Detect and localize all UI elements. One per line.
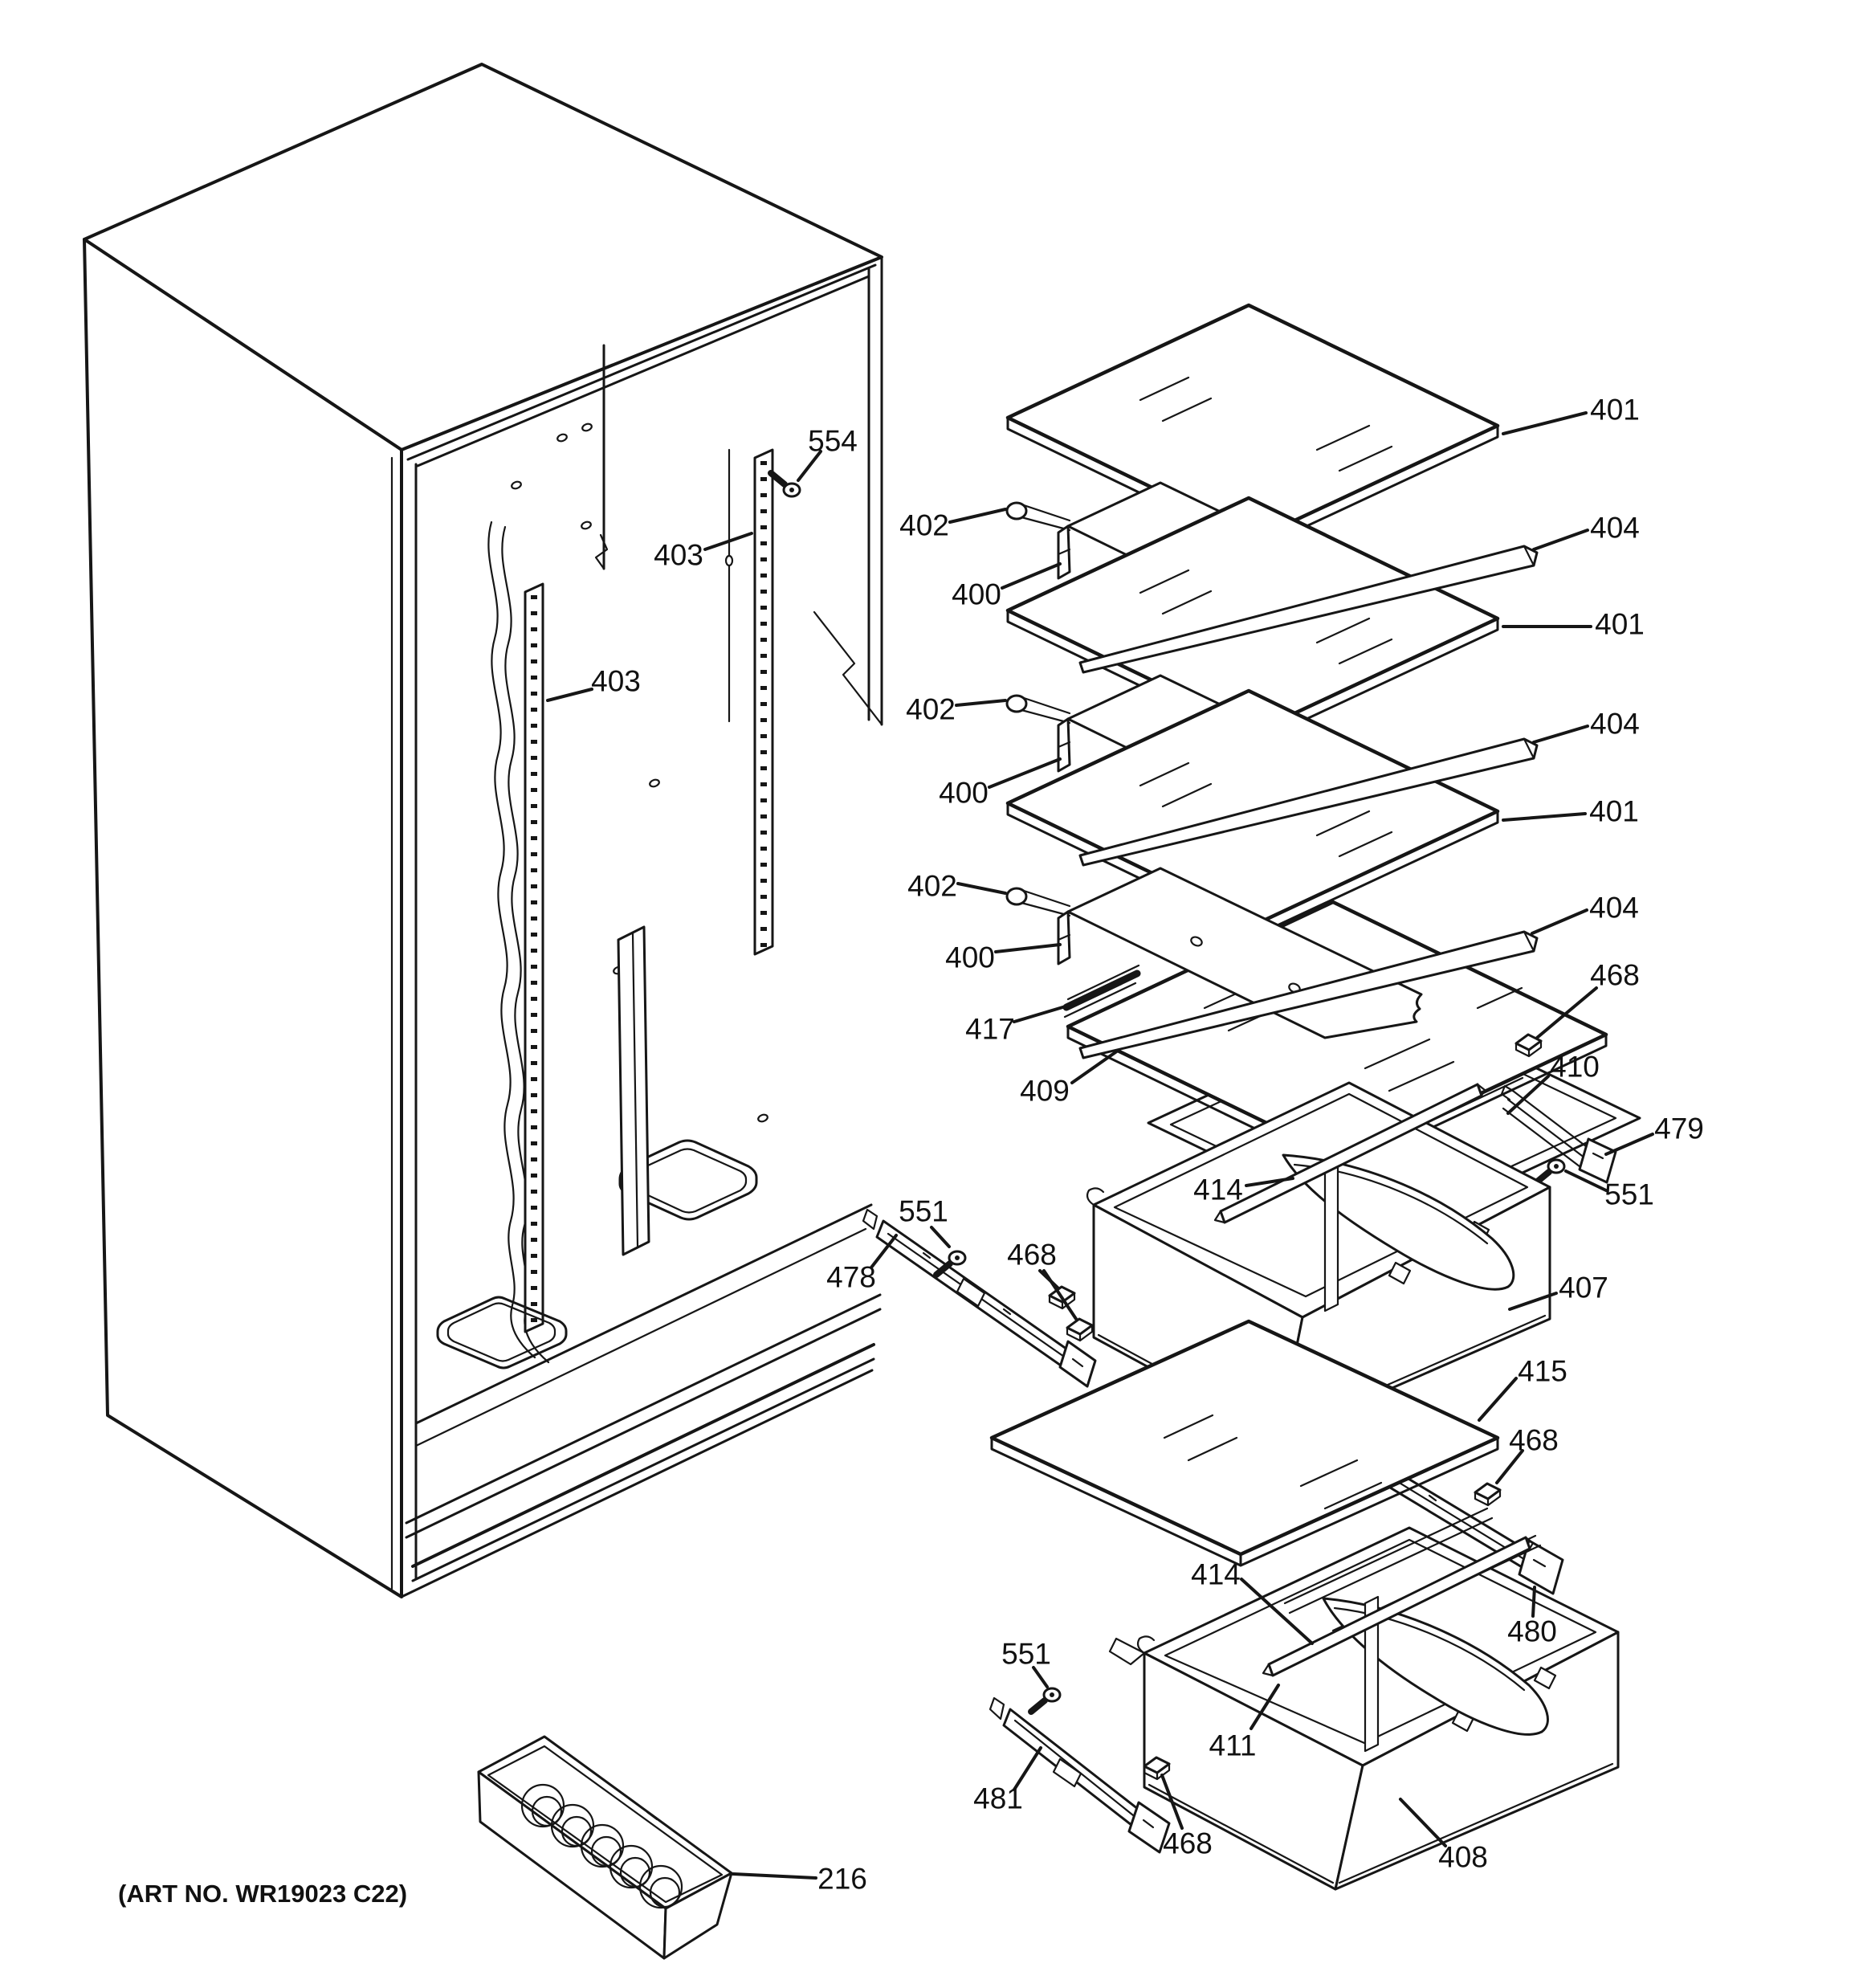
part-number-402: 402 xyxy=(907,869,957,903)
callout-leader xyxy=(1503,413,1586,434)
callout-leader xyxy=(1534,726,1588,742)
cabinet-left-panel xyxy=(84,239,402,1597)
roller-402-3 xyxy=(1007,888,1026,904)
part-number-401: 401 xyxy=(1589,794,1639,828)
slide-rail-481 xyxy=(990,1698,1169,1852)
callout-401-3 xyxy=(1503,394,1640,435)
part-number-468: 468 xyxy=(1007,1238,1057,1272)
part-number-404: 404 xyxy=(1589,891,1639,925)
door-bin-216 xyxy=(479,1737,732,1958)
bottom-sill-rails xyxy=(402,1295,880,1597)
part-number-410: 410 xyxy=(1550,1050,1600,1084)
part-number-417: 417 xyxy=(965,1012,1015,1046)
callout-401-11 xyxy=(1503,795,1639,828)
callout-leader xyxy=(996,945,1060,952)
part-number-403: 403 xyxy=(591,664,641,698)
callout-551-30 xyxy=(1001,1638,1051,1688)
callout-leader xyxy=(733,1874,816,1878)
callout-leader xyxy=(1532,910,1587,933)
end-cap-468-left-b xyxy=(1067,1319,1092,1341)
callout-551-20 xyxy=(1566,1171,1654,1211)
part-number-401: 401 xyxy=(1595,607,1645,641)
callout-leader xyxy=(1533,1587,1535,1616)
callout-402-4 xyxy=(899,509,1005,542)
callout-leader xyxy=(958,884,1005,893)
part-number-414: 414 xyxy=(1191,1557,1241,1591)
callout-481-32 xyxy=(973,1748,1041,1815)
callout-leader xyxy=(1606,1134,1653,1154)
callout-415-26 xyxy=(1479,1355,1567,1421)
art-number-label: (ART NO. WR19023 C22) xyxy=(118,1880,408,1908)
part-number-400: 400 xyxy=(945,941,995,974)
callout-404-6 xyxy=(1534,512,1640,550)
callout-216-35 xyxy=(733,1863,867,1896)
part-number-400: 400 xyxy=(939,776,989,810)
part-number-404: 404 xyxy=(1590,707,1640,741)
callout-403-2 xyxy=(548,665,641,701)
callout-403-1 xyxy=(654,533,752,572)
part-number-408: 408 xyxy=(1438,1840,1488,1874)
callout-404-13 xyxy=(1532,892,1639,934)
part-number-400: 400 xyxy=(952,578,1001,611)
part-number-551: 551 xyxy=(1001,1637,1051,1671)
part-number-402: 402 xyxy=(906,692,956,726)
end-cap-468-2 xyxy=(1475,1484,1500,1505)
callout-402-8 xyxy=(906,693,1005,726)
refrigerator-cabinet xyxy=(84,64,882,1597)
part-number-479: 479 xyxy=(1654,1112,1704,1145)
callout-leader xyxy=(950,509,1005,522)
shelf-rail-403-right xyxy=(755,450,773,954)
part-number-481: 481 xyxy=(973,1782,1023,1815)
shelf-rail-403-left xyxy=(525,584,543,1332)
callout-leader xyxy=(932,1227,949,1247)
callout-leader xyxy=(1479,1378,1516,1420)
floor-cutout-left xyxy=(438,1297,566,1368)
screw-551-bottom xyxy=(1031,1688,1060,1712)
part-number-468: 468 xyxy=(1509,1423,1559,1457)
part-number-554: 554 xyxy=(808,424,858,458)
callout-404-9 xyxy=(1534,708,1640,743)
part-number-468: 468 xyxy=(1163,1827,1213,1860)
callout-402-12 xyxy=(907,870,1005,903)
part-number-216: 216 xyxy=(817,1862,867,1896)
part-number-407: 407 xyxy=(1559,1271,1608,1304)
callout-leader xyxy=(956,700,1005,705)
callout-leader xyxy=(1503,814,1585,820)
part-number-468: 468 xyxy=(1590,958,1640,992)
callout-leader xyxy=(548,689,592,700)
part-number-401: 401 xyxy=(1590,393,1640,427)
part-number-551: 551 xyxy=(899,1194,948,1228)
callout-401-7 xyxy=(1503,608,1645,641)
callout-leader xyxy=(1014,1006,1068,1022)
callout-leader xyxy=(1002,564,1060,588)
part-number-411: 411 xyxy=(1209,1729,1257,1762)
roller-402-2 xyxy=(1007,696,1026,712)
part-number-403: 403 xyxy=(654,538,703,572)
part-number-415: 415 xyxy=(1518,1354,1567,1388)
part-number-414: 414 xyxy=(1193,1173,1243,1206)
callout-417-15 xyxy=(965,1006,1068,1046)
callout-leader xyxy=(1033,1668,1047,1687)
part-number-404: 404 xyxy=(1590,511,1640,545)
part-number-402: 402 xyxy=(899,508,949,542)
divider-wall xyxy=(618,927,649,1255)
screw-554 xyxy=(771,473,800,496)
callout-554-0 xyxy=(798,425,858,481)
callout-leader xyxy=(1534,530,1588,549)
callout-468-27 xyxy=(1497,1424,1559,1484)
roller-402-1 xyxy=(1007,503,1026,519)
part-number-478: 478 xyxy=(826,1260,876,1294)
part-number-480: 480 xyxy=(1507,1614,1557,1648)
part-number-409: 409 xyxy=(1020,1074,1070,1108)
callout-400-14 xyxy=(945,941,1060,974)
callout-409-17 xyxy=(1020,1051,1118,1108)
part-number-551: 551 xyxy=(1604,1178,1654,1211)
